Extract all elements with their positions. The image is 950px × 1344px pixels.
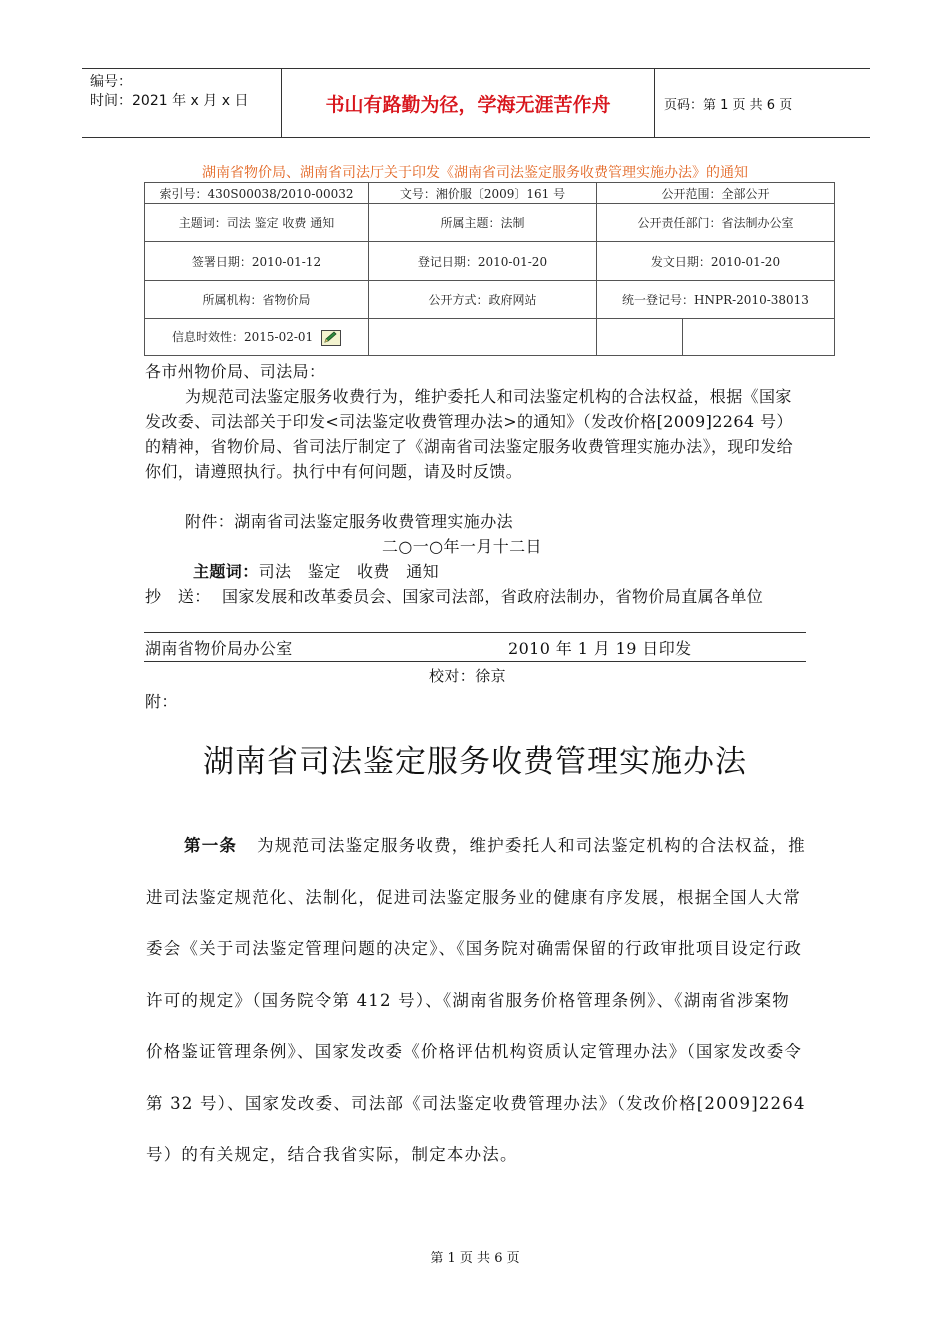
keywords-value: 司法 鉴定 收费 通知 [258,562,440,581]
measure-title: 湖南省司法鉴定服务收费管理实施办法 [203,744,747,780]
cc-value: 国家发展和改革委员会、国家司法部，省政府法制办，省物价局直属各单位 [222,587,764,606]
header-meta [90,73,248,111]
meta-empty-1 [369,319,597,356]
meta-issue-date: 发文日期：2010-01-20 [597,242,835,281]
meta-org: 所属机构：省物价局 [145,281,369,319]
divider-top [144,632,806,633]
motto-box [281,69,655,137]
meta-index-no: 索引号：430S00038/2010-00032 [145,183,369,204]
meta-reg-no: 统一登记号：HNPR-2010-38013 [597,281,835,319]
number-label: 编号： [90,74,132,90]
letter-body: 为规范司法鉴定服务收费行为，维护委托人和司法鉴定机构的合法权益，根据《国家发改委、司法部关于印发<司法鉴定收费管理办法>的通知》（发改价格[2009]2264 号）的精神，省物价局、省司法厅制定了《湖南省司法鉴定服务收费管理实施办法》，现印发给你们，请遵照执行。执行中有何问题，请及时反馈。 [145,387,794,481]
notice-title: 湖南省物价局、湖南省司法厅关于印发《湖南省司法鉴定服务收费管理实施办法》的通知 [202,165,748,181]
meta-reg-date: 登记日期：2010-01-20 [369,242,597,281]
meta-keywords: 主题词：司法 鉴定 收费 通知 [145,204,369,242]
page-footer: 第 1 页 共 6 页 [430,1251,520,1266]
meta-table [144,182,835,356]
annex-label: 附： [145,692,178,711]
document-header [82,68,870,138]
meta-sign-date: 签署日期：2010-01-12 [145,242,369,281]
motto: 书山有路勤为径，学海无涯苦作舟 [325,93,611,116]
article-1 [146,820,806,1181]
attachment-line: 附件：湖南省司法鉴定服务收费管理实施办法 [185,512,514,531]
cc-label: 抄 送： [145,587,211,606]
article-1-label: 第一条 [184,836,238,855]
page-info: 页码：第 1 页 共 6 页 [664,97,793,113]
meta-method: 公开方式：政府网站 [369,281,597,319]
keywords-line [193,559,439,584]
meta-subject: 所属主题：法制 [369,204,597,242]
salutation: 各市州物价局、司法局： [145,362,326,381]
meta-dept: 公开责任部门：省法制办公室 [597,204,835,242]
cc-line [145,584,805,609]
pencil-icon[interactable] [321,330,341,346]
keywords-label: 主题词： [193,562,259,581]
time-label: 时间：2021 年 x 月 x 日 [90,93,249,109]
meta-empty-3 [683,319,835,356]
article-1-text: 为规范司法鉴定服务收费，维护委托人和司法鉴定机构的合法权益，推进司法鉴定规范化、法制化，促进司法鉴定服务业的健康有序发展，根据全国人大常委会《关于司法鉴定管理问题的决定》、《国务院对确需保留的行政审批项目设定行政许可的规定》（国务院令第 412 号）、《湖南省服务价格管理条例》、《湖南省涉案物价格鉴证管理条例》、国家发改委《价格评估机构资质认定管理办法》（国家发改委令第 32 号）、国家发改委、司法部《司法鉴定收费管理办法》（发改价格[2009]2264 号）的有关规定，结合我省实际，制定本办法。 [146,836,806,1164]
issuing-office: 湖南省物价局办公室 [145,639,293,658]
letter-date: 二○一○年一月十二日 [382,537,542,556]
proofreader: 校对：徐京 [429,667,507,685]
meta-scope: 公开范围：全部公开 [597,183,835,204]
meta-doc-no: 文号：湘价服〔2009〕161 号 [369,183,597,204]
meta-validity: 信息时效性：2015-02-01 [171,330,314,345]
printed-date: 2010 年 1 月 19 日印发 [508,639,692,658]
divider-bottom [144,661,806,662]
meta-validity-cell [145,319,369,356]
meta-empty-2 [597,319,683,356]
